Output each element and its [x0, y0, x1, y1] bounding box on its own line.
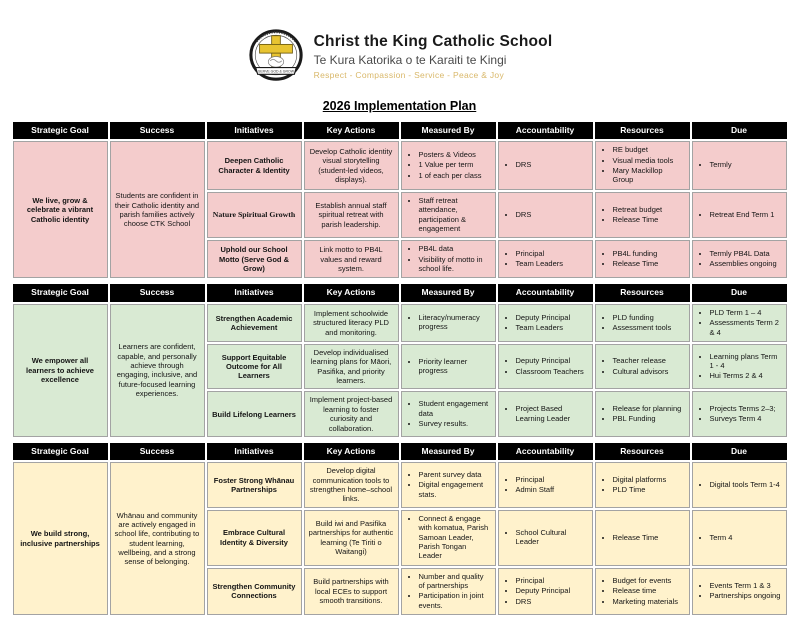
school-logo-icon [247, 28, 305, 84]
page-title: 2026 Implementation Plan [322, 99, 477, 113]
due-list [697, 533, 782, 542]
resources-list [600, 533, 685, 542]
resources-cell [595, 141, 690, 190]
column-header-measured-by: Measured By [401, 122, 496, 139]
list-item: • Term 4 [710, 533, 782, 542]
list-item: • Assessments Term 2 & 4 [710, 318, 782, 337]
list-item: • Release for planning [613, 404, 685, 413]
accountability-list [503, 249, 588, 269]
due-cell [692, 462, 787, 508]
column-header-strategic-goal: Strategic Goal [13, 284, 108, 301]
accountability-cell [498, 240, 593, 278]
resources-cell [595, 344, 690, 390]
list-item: • Digital engagement stats. [419, 480, 491, 499]
list-item: • DRS [516, 597, 588, 606]
measured-by-cell [401, 344, 496, 390]
list-item: • 1 Value per term [419, 160, 491, 169]
list-item: • PLD Time [613, 485, 685, 494]
accountability-list [503, 210, 588, 219]
measured-by-list [406, 150, 491, 180]
key-actions-cell: Establish annual staff spiritual retreat with parish leadership. [304, 192, 399, 239]
initiative-cell: Embrace Cultural Identity & Diversity [207, 510, 302, 566]
column-header-resources: Resources [595, 122, 690, 139]
column-header-accountability: Accountability [498, 122, 593, 139]
list-item: • Termly PB4L Data [710, 249, 782, 258]
list-item: • Learning plans Term 1 - 4 [710, 352, 782, 371]
list-item: • PB4L data [419, 244, 491, 253]
column-header-measured-by: Measured By [401, 443, 496, 460]
due-cell [692, 141, 787, 190]
measured-by-list [406, 399, 491, 428]
due-list [697, 249, 782, 269]
measured-by-cell [401, 141, 496, 190]
resources-list [600, 576, 685, 606]
accountability-cell [498, 568, 593, 616]
list-item: • Release Time [613, 533, 685, 542]
initiative-cell: Foster Strong Whānau Partnerships [207, 462, 302, 508]
column-header-row [13, 443, 787, 460]
measured-by-cell [401, 510, 496, 566]
column-header-success: Success [110, 122, 205, 139]
list-item: • Principal [516, 249, 588, 258]
list-item: • PLD funding [613, 313, 685, 322]
list-item: • Team Leaders [516, 259, 588, 268]
column-header-key-actions: Key Actions [304, 443, 399, 460]
accountability-cell [498, 304, 593, 342]
list-item: • Termly [710, 160, 782, 169]
due-list [697, 404, 782, 424]
column-header-accountability: Accountability [498, 443, 593, 460]
accountability-list [503, 404, 588, 423]
column-header-key-actions: Key Actions [304, 122, 399, 139]
accountability-cell [498, 344, 593, 390]
list-item: • Surveys Term 4 [710, 414, 782, 423]
plan-section-learners-excellence [11, 282, 789, 438]
column-header-due: Due [692, 443, 787, 460]
due-cell [692, 192, 787, 239]
measured-by-list [406, 514, 491, 561]
column-header-initiatives: Initiatives [207, 284, 302, 301]
measured-by-list [406, 357, 491, 376]
list-item: • Events Term 1 & 3 [710, 581, 782, 590]
list-item: • Hui Terms 2 & 4 [710, 371, 782, 380]
resources-list [600, 205, 685, 225]
strategic-goal-cell: We empower all learners to achieve excellence [13, 304, 108, 437]
plan-section-partnerships [11, 441, 789, 617]
list-item: • Budget for events [613, 576, 685, 585]
list-item: • Teacher release [613, 356, 685, 365]
initiative-cell: Nature Spiritual Growth [207, 192, 302, 239]
accountability-cell [498, 510, 593, 566]
key-actions-cell: Implement project-based learning to foster curiosity and collaboration. [304, 391, 399, 437]
accountability-list [503, 313, 588, 333]
column-header-resources: Resources [595, 443, 690, 460]
column-header-initiatives: Initiatives [207, 443, 302, 460]
key-actions-cell: Implement schoolwide structured literacy PLD and monitoring. [304, 304, 399, 342]
key-actions-cell: Develop digital communication tools to strengthen home–school links. [304, 462, 399, 508]
initiative-row [13, 304, 787, 342]
list-item: • PLD Term 1 – 4 [710, 308, 782, 317]
due-list [697, 480, 782, 489]
initiative-row [13, 141, 787, 190]
measured-by-cell [401, 568, 496, 616]
list-item: • Mary Mackillop Group [613, 166, 685, 185]
due-list [697, 581, 782, 601]
accountability-list [503, 475, 588, 495]
list-item: • Principal [516, 576, 588, 585]
key-actions-cell: Build partnerships with local ECEs to support smooth transitions. [304, 568, 399, 616]
key-actions-cell: Build iwi and Pasifika partnerships for authentic learning (Te Tiriti o Waitangi) [304, 510, 399, 566]
list-item: • Release Time [613, 259, 685, 268]
due-list [697, 352, 782, 381]
list-item: • Deputy Principal [516, 586, 588, 595]
column-header-strategic-goal: Strategic Goal [13, 443, 108, 460]
due-cell [692, 304, 787, 342]
list-item: • School Cultural Leader [516, 528, 588, 547]
list-item: • Project Based Learning Leader [516, 404, 588, 423]
accountability-cell [498, 462, 593, 508]
strategic-goal-cell: We build strong, inclusive partnerships [13, 462, 108, 615]
due-cell [692, 240, 787, 278]
accountability-list [503, 160, 588, 169]
list-item: • Deputy Principal [516, 356, 588, 365]
initiative-cell: Support Equitable Outcome for All Learners [207, 344, 302, 390]
key-actions-cell: Link motto to PB4L values and reward system. [304, 240, 399, 278]
list-item: • Cultural advisors [613, 367, 685, 376]
measured-by-cell [401, 304, 496, 342]
column-header-success: Success [110, 284, 205, 301]
column-header-row [13, 284, 787, 301]
measured-by-list [406, 196, 491, 234]
list-item: • Classroom Teachers [516, 367, 588, 376]
list-item: • Retreat End Term 1 [710, 210, 782, 219]
column-header-due: Due [692, 284, 787, 301]
column-header-measured-by: Measured By [401, 284, 496, 301]
measured-by-list [406, 470, 491, 499]
accountability-list [503, 528, 588, 547]
initiative-cell: Strengthen Community Connections [207, 568, 302, 616]
resources-cell [595, 462, 690, 508]
column-header-success: Success [110, 443, 205, 460]
column-header-due: Due [692, 122, 787, 139]
resources-list [600, 475, 685, 495]
list-item: • Partnerships ongoing [710, 591, 782, 600]
column-header-resources: Resources [595, 284, 690, 301]
list-item: • 1 of each per class [419, 171, 491, 180]
accountability-list [503, 576, 588, 606]
resources-cell [595, 240, 690, 278]
list-item: • Deputy Principal [516, 313, 588, 322]
list-item: • Staff retreat attendance, participation & engagement [419, 196, 491, 234]
key-actions-cell: Develop Catholic identity visual storytelling (student-led videos, displays). [304, 141, 399, 190]
list-item: • Survey results. [419, 419, 491, 428]
key-actions-cell: Develop individualised learning plans for Māori, Pasifika, and priority learners. [304, 344, 399, 390]
measured-by-cell [401, 192, 496, 239]
list-item: • Connect & engage with komatua, Parish Samoan Leader, Parish Tongan Leader [419, 514, 491, 561]
measured-by-cell [401, 391, 496, 437]
measured-by-cell [401, 462, 496, 508]
due-list [697, 160, 782, 169]
plan-section-catholic-identity [11, 120, 789, 280]
list-item: • Posters & Videos [419, 150, 491, 159]
list-item: • Visual media tools [613, 156, 685, 165]
due-list [697, 210, 782, 219]
accountability-cell [498, 141, 593, 190]
list-item: • RE budget [613, 145, 685, 154]
resources-cell [595, 304, 690, 342]
column-header-accountability: Accountability [498, 284, 593, 301]
success-cell: Whānau and community are actively engaged in school life, contributing to student learning, wellbeing, and a strong sense of belonging. [110, 462, 205, 615]
initiative-cell: Build Lifelong Learners [207, 391, 302, 437]
list-item: • Release time [613, 586, 685, 595]
resources-list [600, 145, 685, 185]
resources-list [600, 313, 685, 333]
column-header-initiatives: Initiatives [207, 122, 302, 139]
column-header-row [13, 122, 787, 139]
accountability-list [503, 356, 588, 376]
list-item: • Literacy/numeracy progress [419, 313, 491, 332]
list-item: • Digital platforms [613, 475, 685, 484]
list-item: • Parent survey data [419, 470, 491, 479]
resources-cell [595, 391, 690, 437]
list-item: • Assemblies ongoing [710, 259, 782, 268]
initiative-cell: Uphold our School Motto (Serve God & Grow) [207, 240, 302, 278]
implementation-plan [11, 120, 789, 617]
resources-cell [595, 568, 690, 616]
resources-list [600, 356, 685, 376]
list-item: • DRS [516, 210, 588, 219]
list-item: • PB4L funding [613, 249, 685, 258]
due-cell [692, 344, 787, 390]
initiative-cell: Deepen Catholic Character & Identity [207, 141, 302, 190]
list-item: • Admin Staff [516, 485, 588, 494]
due-cell [692, 510, 787, 566]
column-header-strategic-goal: Strategic Goal [13, 122, 108, 139]
list-item: • Marketing materials [613, 597, 685, 606]
measured-by-list [406, 244, 491, 273]
school-name: Christ the King Catholic School [313, 32, 553, 50]
list-item: • Digital tools Term 1-4 [710, 480, 782, 489]
resources-cell [595, 192, 690, 239]
list-item: • Projects Terms 2–3; [710, 404, 782, 413]
resources-list [600, 249, 685, 269]
due-list [697, 308, 782, 337]
list-item: • Principal [516, 475, 588, 484]
list-item: • Assessment tools [613, 323, 685, 332]
accountability-cell [498, 192, 593, 239]
resources-cell [595, 510, 690, 566]
column-header-key-actions: Key Actions [304, 284, 399, 301]
measured-by-list [406, 313, 491, 332]
list-item: • PBL Funding [613, 414, 685, 423]
school-maori-name: Te Kura Katorika o te Karaiti te Kingi [313, 52, 507, 67]
initiative-row [13, 462, 787, 508]
list-item: • Participation in joint events. [419, 591, 491, 610]
measured-by-list [406, 572, 491, 611]
initiative-cell: Strengthen Academic Achievement [207, 304, 302, 342]
strategic-goal-cell: We live, grow & celebrate a vibrant Catholic identity [13, 141, 108, 278]
success-cell: Students are confident in their Catholic identity and parish families actively choose CTK School [110, 141, 205, 278]
masthead [0, 0, 799, 84]
list-item: • Priority learner progress [419, 357, 491, 376]
due-cell [692, 391, 787, 437]
due-cell [692, 568, 787, 616]
list-item: • Student engagement data [419, 399, 491, 418]
logo-banner-text: SERVE GOD & GROW [257, 69, 294, 74]
resources-list [600, 404, 685, 424]
list-item: • Number and quality of partnerships [419, 572, 491, 591]
list-item: • Team Leaders [516, 323, 588, 332]
measured-by-cell [401, 240, 496, 278]
list-item: • Retreat budget [613, 205, 685, 214]
list-item: • DRS [516, 160, 588, 169]
list-item: • Release Time [613, 215, 685, 224]
success-cell: Learners are confident, capable, and personally achieve through engaging, inclusive, and future-focused learning experiences. [110, 304, 205, 437]
list-item: • Visibility of motto in school life. [419, 255, 491, 274]
accountability-cell [498, 391, 593, 437]
school-motto: Respect - Compassion - Service - Peace & Joy [313, 69, 504, 80]
